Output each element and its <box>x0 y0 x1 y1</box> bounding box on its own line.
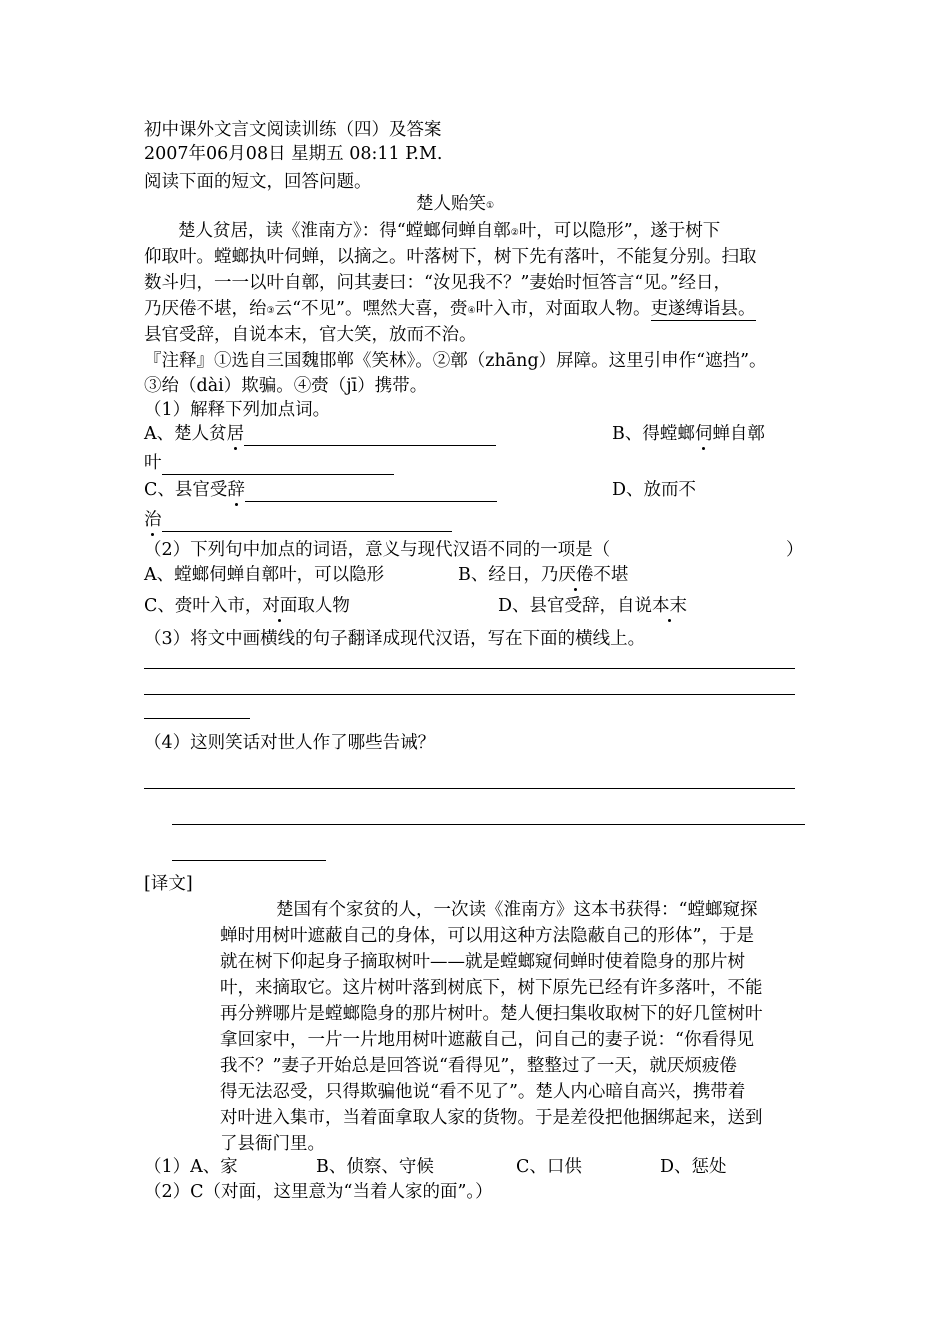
passage-line <box>144 297 756 323</box>
answer-1-b: B、侦察、守候 <box>316 1157 434 1177</box>
q1-option-a <box>144 422 496 446</box>
translation-line: 叶，来摘取它。这片树叶落到树底下，树下原先已经有许多落叶，不能 <box>220 978 763 998</box>
underlined-sentence: 吏遂缚诣县。 <box>650 299 756 319</box>
question-4: （4）这则笑话对世人作了哪些告诫？ <box>144 733 436 753</box>
dotted-word: 对面 <box>262 596 298 616</box>
dotted-word: 厌倦 <box>558 565 594 585</box>
answer-blank[interactable] <box>162 513 452 532</box>
option-text: 不堪 <box>593 565 629 585</box>
dotted-word: 治 <box>144 510 162 530</box>
option-text: 取人物 <box>297 596 350 616</box>
option-text: B、经日，乃 <box>458 565 559 585</box>
translation-label: [译文] <box>144 874 193 894</box>
dotted-word: 本末 <box>652 596 688 616</box>
question-3: （3）将文中画横线的句子翻译成现代汉语，写在下面的横线上。 <box>144 629 646 649</box>
passage-text: 叶，可以隐形”，遂于树下 <box>518 221 721 241</box>
q1-option-d: D、放而不 <box>612 480 697 500</box>
option-text: A、螳螂伺蝉自鄣叶，可以 <box>144 565 350 585</box>
q2-option-b <box>458 563 628 587</box>
footnote-marker: ② <box>510 228 519 238</box>
q2-option-d <box>498 594 687 618</box>
passage-line: 数斗归，一一以叶自鄣，问其妻曰：“汝见我不？”妻始时恒答言“见。”经日， <box>144 273 732 293</box>
option-text: B、得螳螂 <box>612 424 695 444</box>
dotted-word: 居 <box>226 424 245 444</box>
page-title: 初中课外文言文阅读训练（四）及答案 <box>144 120 442 140</box>
option-text: C、赍叶入市， <box>144 596 263 616</box>
question-2-close: ） <box>786 540 804 560</box>
answer-1-a: （1）A、家 <box>144 1157 238 1177</box>
question-1: （1）解释下列加点词。 <box>144 400 331 420</box>
q1-option-b <box>612 422 765 446</box>
passage-line: 仰取叶。螳螂执叶伺蝉，以摘之。叶落树下，树下先有落叶，不能复分别。扫取 <box>144 247 757 267</box>
translation-line: 蝉时用树叶遮蔽自己的身体，可以用这种方法隐蔽自己的形体”，于是 <box>220 926 754 946</box>
answer-2: （2）C（对面，这里意为“当着人家的面”。） <box>144 1182 493 1202</box>
post-date: 2007年06月08日 星期五 08:11 P.M. <box>144 144 443 164</box>
translation-line: 得无法忍受，只得欺骗他说“看不见了”。楚人内心暗自高兴，携带着 <box>220 1082 746 1102</box>
translation-line: 了县衙门里。 <box>220 1134 325 1154</box>
option-text: 叶 <box>144 453 162 473</box>
answer-line[interactable] <box>144 694 795 695</box>
instruction: 阅读下面的短文，回答问题。 <box>144 172 372 192</box>
dotted-word: 隐形 <box>349 565 385 585</box>
answer-line[interactable] <box>144 718 250 719</box>
translation-line: 我不？”妻子开始总是回答说“看得见”，整整过了一天，就厌烦疲倦 <box>220 1056 737 1076</box>
dotted-word: 辞 <box>227 480 245 500</box>
q2-option-a <box>144 563 384 587</box>
translation-line: 再分辨哪片是螳螂隐身的那片树叶。楚人便扫集收取树下的好几筐树叶 <box>220 1004 763 1024</box>
translation-line: 楚国有个家贫的人，一次读《淮南方》这本书获得：“螳螂窥探 <box>276 900 758 920</box>
answer-line[interactable] <box>144 788 795 789</box>
passage-text: 乃厌倦不堪，绐 <box>144 299 267 319</box>
translation-line: 就在树下仰起身子摘取树叶——就是螳螂窥伺蝉时使着隐身的那片树 <box>220 952 745 972</box>
answer-line[interactable] <box>172 824 805 825</box>
footnote-marker: ④ <box>467 306 476 316</box>
translation-line: 拿回家中，一片一片地用树叶遮蔽自己，问自己的妻子说：“你看得见 <box>220 1030 754 1050</box>
answer-blank[interactable] <box>245 483 497 502</box>
option-text: D、县官受辞，自说 <box>498 596 653 616</box>
q1-option-b-cont <box>144 451 394 475</box>
answer-1-d: D、惩处 <box>660 1157 727 1177</box>
answer-blank[interactable] <box>162 456 394 475</box>
option-text: C、县官受 <box>144 480 228 500</box>
q1-option-d-cont <box>144 508 452 532</box>
footnote-marker: ③ <box>266 306 275 316</box>
passage-text: 叶入市，对面取人物。 <box>475 299 651 319</box>
notes-line: ③绐（dài）欺骗。④赍（jī）携带。 <box>144 376 428 396</box>
answer-line[interactable] <box>144 668 795 669</box>
passage-title <box>416 192 494 218</box>
answer-1-c: C、口供 <box>516 1157 582 1177</box>
answer-blank[interactable] <box>244 427 496 446</box>
passage-text: 楚人贫居，读《淮南方》：得“螳螂伺蝉自鄣 <box>178 221 511 241</box>
translation-line: 对叶进入集市，当着面拿取人家的货物。于是差役把他捆绑起来，送到 <box>220 1108 763 1128</box>
notes-line: 『注释』①选自三国魏邯郸《笑林》。②鄣（zhāng）屏障。这里引申作“遮挡”。 <box>144 351 767 371</box>
footnote-marker: ① <box>486 201 495 211</box>
passage-line <box>178 219 720 245</box>
question-2: （2）下列句中加点的词语，意义与现代汉语不同的一项是（ <box>144 540 611 560</box>
q1-option-c <box>144 478 497 502</box>
passage-line: 县官受辞，自说本末，官大笑，放而不治。 <box>144 325 477 345</box>
q2-option-c <box>144 594 350 618</box>
option-text: 蝉自鄣 <box>712 424 765 444</box>
option-text: A、楚人贫 <box>144 424 227 444</box>
passage-text: 云“不见”。嘿然大喜，赍 <box>274 299 468 319</box>
passage-title-text: 楚人贻笑 <box>416 194 486 214</box>
dotted-word: 伺 <box>694 424 713 444</box>
answer-line[interactable] <box>172 860 326 861</box>
